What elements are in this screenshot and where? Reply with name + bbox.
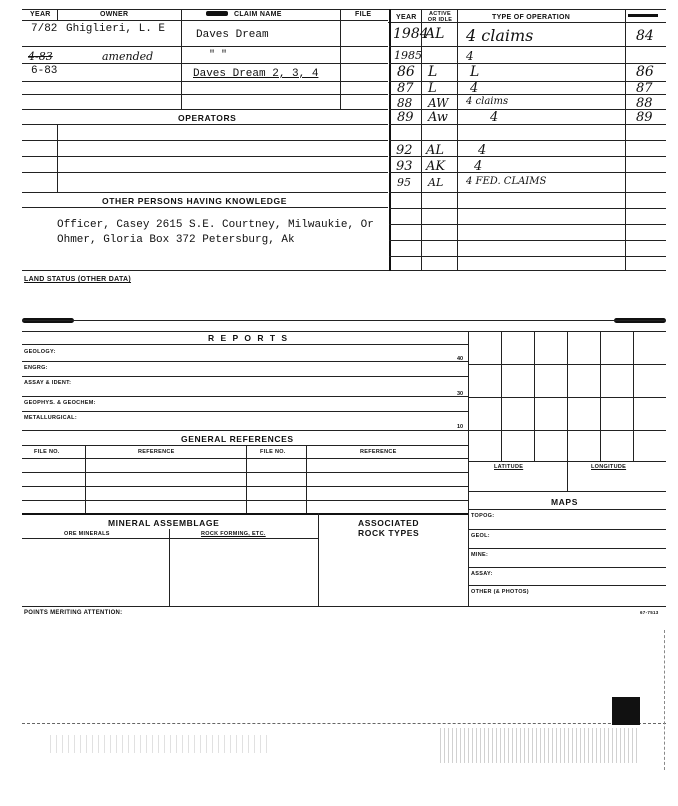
rock-forming-header: ROCK FORMING, ETC. [201,531,266,537]
general-references-title: GENERAL REFERENCES [181,434,294,444]
rule [22,46,388,47]
grid-line [468,397,666,398]
grid-line [468,430,666,431]
form-number: 67-7513 [640,610,659,615]
claim-name: Daves Dream 2, 3, 4 [193,68,319,80]
activity-right: 89 [636,110,653,125]
rule [22,376,468,377]
activity-year: 89 [397,110,414,125]
rule [22,538,318,539]
claim-year: 6-83 [31,65,58,77]
activity-year: 88 [397,96,413,110]
rule [22,140,388,141]
grid-line [633,331,634,461]
activity-operation: 4 [478,143,487,158]
rule [468,567,666,568]
activity-status: L [428,64,438,80]
rule [22,331,666,332]
divider [169,529,170,607]
operators-title: OPERATORS [178,113,237,123]
col-header-type-operation: TYPE OF OPERATION [492,14,571,21]
rule [22,361,468,362]
scan-artifact [612,697,640,725]
scan-artifact [22,723,666,724]
redaction-mark [206,11,228,16]
claim-name: " " [209,50,228,61]
rule [389,156,666,157]
rule [468,509,666,510]
rule [22,94,388,95]
rule [468,529,666,530]
points-label: POINTS MERITING ATTENTION: [24,610,123,616]
maps-row: MINE: [471,552,489,558]
rule [389,240,666,241]
activity-operation: 4 claims [466,26,534,45]
divider [85,445,86,513]
report-num: 30 [457,391,464,397]
rule [22,63,388,64]
maps-row: TOPOG: [471,513,495,519]
knowledge-line: Officer, Casey 2615 S.E. Courtney, Milwaukie, Or [57,219,374,231]
activity-year: 93 [396,159,413,174]
activity-right: 88 [636,96,653,111]
claim-owner: amended [102,50,154,63]
activity-year: 1985 [394,49,422,62]
ore-minerals-header: ORE MINERALS [64,531,110,537]
rule [22,472,468,473]
rule [22,124,388,125]
activity-operation: 4 [470,81,479,96]
activity-status: AK [426,159,446,174]
col-header-owner: OWNER [100,11,129,18]
rule [22,81,388,82]
activity-operation: L [470,64,480,80]
divider [57,124,58,192]
activity-status: AL [425,26,445,42]
report-label: ENGRG: [24,365,48,371]
activity-status: Aw [428,110,448,125]
report-label: METALLURGICAL: [24,415,77,421]
rule [22,156,388,157]
divider [246,445,247,513]
activity-status: AL [426,143,445,158]
activity-operation: 4 [466,49,474,63]
rule [22,344,468,345]
activity-right: 87 [636,81,653,96]
activity-right: 84 [636,28,654,44]
divider [468,331,469,607]
rule [22,320,666,321]
rule [22,486,468,487]
grid-line [534,331,535,461]
claim-year: 7/82 [31,23,58,35]
col-header-year: YEAR [30,11,51,18]
rule [22,445,468,446]
rule [389,172,666,173]
divider [318,513,319,607]
rule [22,606,666,607]
rule [468,548,666,549]
claim-name: Daves Dream [196,29,269,41]
mineral-assemblage-title: MINERAL ASSEMBLAGE [108,518,220,528]
rule [389,192,666,193]
rule [22,192,388,193]
rule [389,256,666,257]
grid-line [567,331,568,491]
divider [57,9,58,20]
rule [22,20,388,21]
rule [22,172,388,173]
ref-col-header: REFERENCE [138,449,175,455]
report-num: 40 [457,356,464,362]
rule [389,208,666,209]
report-label: GEOPHYS. & GEOCHEM: [24,400,96,406]
activity-operation: 4 [490,110,499,125]
activity-year: 1984 [393,26,429,42]
col-header-file: FILE [355,11,372,18]
rule [389,46,666,47]
activity-year: 95 [397,176,411,189]
claim-owner: Ghiglieri, L. E [66,23,166,35]
redaction-mark [628,14,658,17]
activity-status: AL [428,176,444,189]
rule [22,500,468,501]
maps-row: OTHER (& PHOTOS) [471,589,529,595]
rule [468,585,666,586]
ref-col-header: FILE NO. [34,449,60,455]
scan-artifact [50,735,270,753]
land-status-label: LAND STATUS (OTHER DATA) [24,276,132,283]
grid-line [600,331,601,461]
knowledge-line: Ohmer, Gloria Box 372 Petersburg, Ak [57,234,295,246]
latitude-label: LATITUDE [494,464,524,470]
activity-operation: 4 claims [466,96,509,107]
rule [22,458,468,459]
scan-artifact [664,630,665,770]
activity-operation: 4 [474,159,483,174]
activity-operation: 4 FED. CLAIMS [466,176,547,187]
col-header-year: YEAR [396,14,417,21]
rule [389,124,666,125]
col-header-claim-name: CLAIM NAME [234,11,282,18]
grid-line [468,461,666,462]
ref-col-header: FILE NO. [260,449,286,455]
rule [22,109,388,110]
claim-year: 4-83 [28,50,53,63]
report-label: ASSAY & IDENT: [24,380,72,386]
activity-status: L [428,81,437,96]
rule [22,207,388,208]
rule [22,430,468,431]
scan-artifact [440,728,640,763]
activity-year: 92 [396,143,413,158]
maps-title: MAPS [551,497,578,507]
maps-row: ASSAY: [471,571,493,577]
rule [22,513,468,515]
grid-line [468,364,666,365]
rule [468,491,666,492]
activity-right: 86 [636,64,654,80]
col-header-active-idle: ACTIVE OR IDLE [427,11,453,23]
rule [22,270,666,271]
rule [22,411,468,412]
activity-status: AW [428,96,449,110]
associated-title: ASSOCIATED [358,518,420,528]
maps-row: GEOL: [471,533,490,539]
rock-types-title: ROCK TYPES [358,528,420,538]
ref-col-header: REFERENCE [360,449,397,455]
knowledge-title: OTHER PERSONS HAVING KNOWLEDGE [102,196,288,206]
activity-year: 87 [397,81,414,96]
rule [389,94,666,95]
rule [389,140,666,141]
reports-title: R E P O R T S [208,333,290,343]
activity-year: 86 [397,64,415,80]
rule [389,224,666,225]
rule [22,9,388,10]
divider [306,445,307,513]
grid-line [501,331,502,461]
report-label: GEOLOGY: [24,349,56,355]
report-num: 10 [457,424,464,430]
rule [22,396,468,397]
longitude-label: LONGITUDE [591,464,627,470]
